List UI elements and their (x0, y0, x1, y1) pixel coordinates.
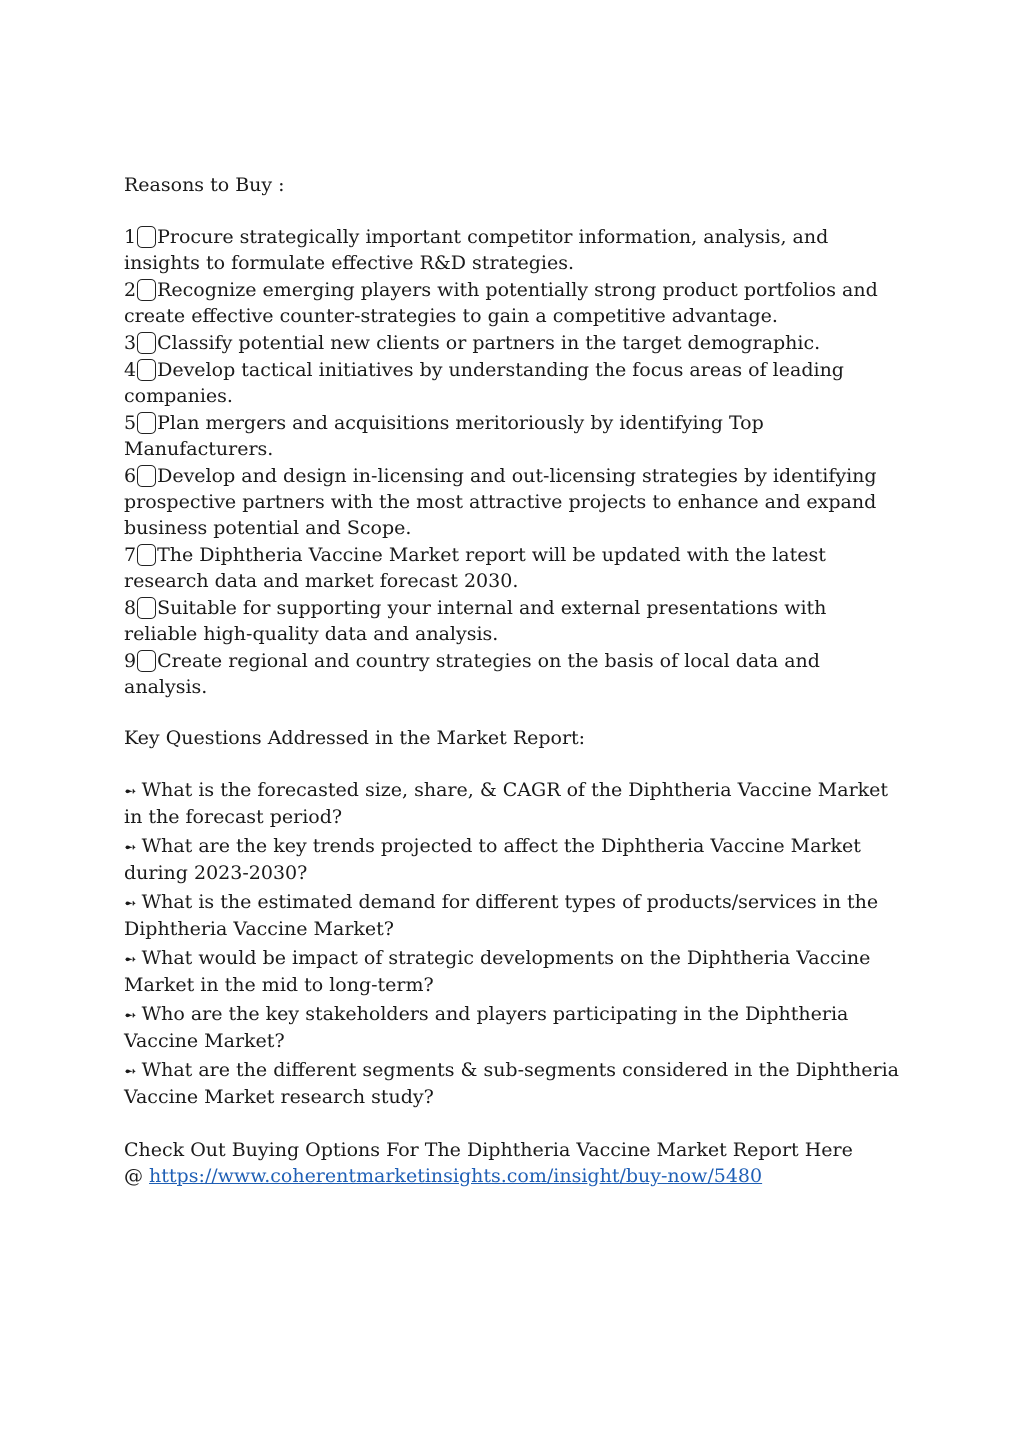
reason-number: 2 (124, 279, 137, 301)
questions-list (124, 777, 904, 1110)
reason-item (124, 542, 904, 594)
arrow-bullet-icon: ➻ (124, 1006, 137, 1024)
reason-number: 8 (124, 597, 137, 619)
cta-block (124, 1137, 904, 1189)
question-item (124, 1001, 904, 1054)
missing-glyph-icon (137, 332, 156, 354)
reason-item (124, 463, 904, 541)
question-text: What would be impact of strategic developments on the Diphtheria Vaccine Market in the mid to long-term? (124, 947, 871, 996)
page-content (124, 172, 904, 1189)
question-text: What is the estimated demand for different types of products/services in the Diphtheria Vaccine Market? (124, 891, 879, 940)
missing-glyph-icon (137, 226, 156, 248)
reason-item (124, 410, 904, 462)
reason-text: Procure strategically important competitor information, analysis, and insights to formulate effective R&D strategies. (124, 226, 829, 274)
reason-number: 6 (124, 465, 137, 487)
questions-heading: Key Questions Addressed in the Market Report: (124, 727, 586, 749)
reason-item (124, 330, 904, 356)
reason-item (124, 357, 904, 409)
reason-number: 9 (124, 650, 137, 672)
arrow-bullet-icon: ➻ (124, 1062, 137, 1080)
arrow-bullet-icon: ➻ (124, 950, 137, 968)
reason-item (124, 277, 904, 329)
question-item (124, 945, 904, 998)
question-item (124, 1057, 904, 1110)
reason-number: 4 (124, 359, 137, 381)
missing-glyph-icon (137, 650, 156, 672)
spacer (124, 751, 904, 777)
reason-text: Classify potential new clients or partners in the target demographic. (157, 332, 821, 354)
reason-number: 1 (124, 226, 137, 248)
missing-glyph-icon (137, 412, 156, 434)
reason-text: Create regional and country strategies on the basis of local data and analysis. (124, 650, 820, 698)
reason-item (124, 224, 904, 276)
arrow-bullet-icon: ➻ (124, 894, 137, 912)
question-text: What are the different segments & sub-segments considered in the Diphtheria Vaccine Market research study? (124, 1059, 899, 1108)
arrow-bullet-icon: ➻ (124, 838, 137, 856)
question-text: What are the key trends projected to affect the Diphtheria Vaccine Market during 2023-2030? (124, 835, 861, 884)
reason-text: Develop and design in-licensing and out-licensing strategies by identifying prospective partners with the most attractive projects to enhance and expand business potential and Scope. (124, 465, 877, 539)
question-item (124, 889, 904, 942)
spacer (124, 701, 904, 725)
reason-number: 5 (124, 412, 137, 434)
reasons-list (124, 224, 904, 700)
reasons-heading: Reasons to Buy : (124, 174, 285, 196)
arrow-bullet-icon: ➻ (124, 782, 137, 800)
cta-text: Check Out Buying Options For The Diphtheria Vaccine Market Report Here (124, 1139, 853, 1161)
missing-glyph-icon (137, 279, 156, 301)
cta-link-line (124, 1163, 904, 1189)
reason-number: 7 (124, 544, 137, 566)
question-text: Who are the key stakeholders and players participating in the Diphtheria Vaccine Market? (124, 1003, 849, 1052)
spacer (124, 1113, 904, 1137)
reason-number: 3 (124, 332, 137, 354)
reason-text: Recognize emerging players with potentially strong product portfolios and create effective counter-strategies to gain a competitive advantage. (124, 279, 878, 327)
reason-item (124, 648, 904, 700)
question-text: What is the forecasted size, share, & CAGR of the Diphtheria Vaccine Market in the forecast period? (124, 779, 889, 828)
missing-glyph-icon (137, 544, 156, 566)
question-item (124, 833, 904, 886)
question-item (124, 777, 904, 830)
reason-text: Develop tactical initiatives by understanding the focus areas of leading companies. (124, 359, 844, 407)
reason-item (124, 595, 904, 647)
reason-text: Plan mergers and acquisitions meritoriously by identifying Top Manufacturers. (124, 412, 764, 460)
missing-glyph-icon (137, 465, 156, 487)
reason-text: Suitable for supporting your internal and external presentations with reliable high-quality data and analysis. (124, 597, 827, 645)
reason-text: The Diphtheria Vaccine Market report will be updated with the latest research data and market forecast 2030. (124, 544, 826, 592)
missing-glyph-icon (137, 597, 156, 619)
spacer (124, 198, 904, 224)
cta-at-symbol: @ (124, 1165, 143, 1187)
buy-now-link[interactable]: https://www.coherentmarketinsights.com/insight/buy-now/5480 (149, 1165, 763, 1187)
missing-glyph-icon (137, 359, 156, 381)
